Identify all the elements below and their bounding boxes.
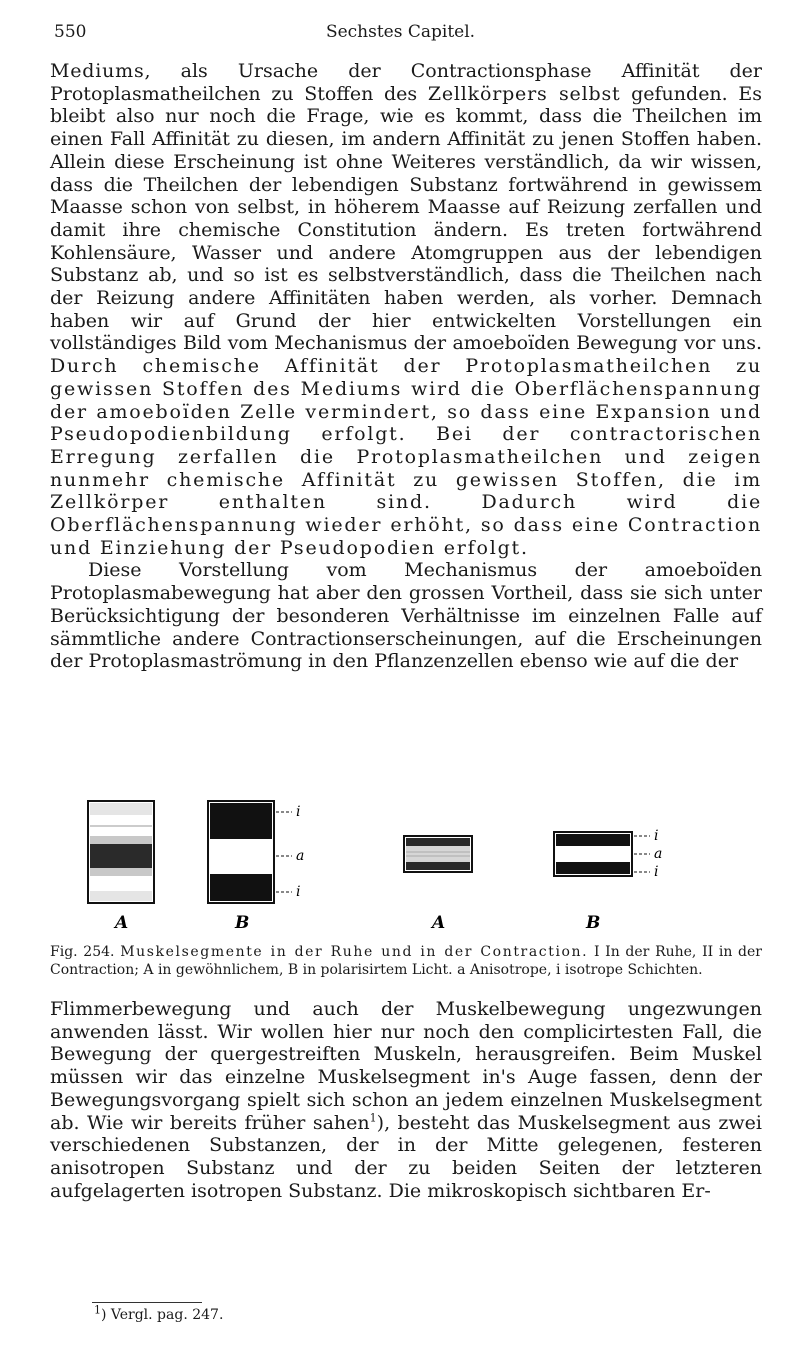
label-contraction-i-bottom: i xyxy=(654,864,659,880)
spaced-term-zellkoerper: Zellkörpers selbst xyxy=(427,82,621,105)
footnote-rule xyxy=(92,1302,202,1303)
caption-legend: I In der Ruhe, II in der Contraction; A in gewöhnlichem, B in polarisirtem Licht. a Anisotrope, i isotrope Schichten. xyxy=(50,944,762,978)
muscle-segment-figure xyxy=(60,796,760,936)
footnote xyxy=(94,1303,224,1323)
caption-fig-number: Fig. 254. xyxy=(50,944,115,960)
panel-label-3: A xyxy=(432,913,446,933)
spaced-summary: Durch chemische Affinität der Protoplasmatheilchen zu gewissen Stoffen des Mediums wird die Oberflächenspannung der amoeboïden Zelle vermindert, so dass eine Expansion und Pseudopodienbildung erfolgt. Bei der contractorischen Erregung zerfallen die Protoplasmatheilchen und zeigen nunmehr chemische Affinität zu gewissen Stoffen, die im Zellkörper enthalten sind. Dadurch wird die Oberflächenspannung wieder erhöht, so dass eine Contraction und Einziehung der Pseudopodien erfolgt. xyxy=(50,355,762,559)
label-rest-a: a xyxy=(296,848,305,864)
panel-label-2: B xyxy=(235,913,250,933)
paragraph-3: Flimmerbewegung und auch der Muskelbewegung ungezwungen anwenden lässt. Wir wollen hier nur noch den complicirtesten Fall, die Bewegung der quergestreiften Muskeln, herausgreifen. Beim Muskel müssen wir das einzelne Muskelsegment in's Auge fassen, denn der Bewegungsvorgang spielt sich schon an jedem einzelnen Muskelsegment ab. Wie wir bereits früher sahen$^1$), besteht das Muskelsegment aus zwei verschiedenen Substanzen, der in der Mitte gelegenen, festeren anisotropen Substanz und der zu beiden Seiten der letzteren aufgelagerten isotropen Substanz. Die mikroskopisch sichtbaren Er- xyxy=(50,998,763,1202)
page-number: 550 xyxy=(54,22,87,42)
footnote-ref: 1 xyxy=(369,1111,377,1125)
panel-label-1: A xyxy=(115,913,129,933)
running-title: Sechstes Capitel. xyxy=(325,22,476,42)
panel-label-4: B xyxy=(586,913,601,933)
panel-contraction-polarized-light xyxy=(554,832,650,876)
label-contraction-i-top: i xyxy=(654,828,659,844)
panel-rest-polarized-light xyxy=(208,801,292,903)
spaced-term-mediums: Mediums xyxy=(50,60,145,82)
footnote-mark: 1 xyxy=(94,1303,101,1317)
label-rest-i-top: i xyxy=(296,804,301,820)
panel-contraction-ordinary-light xyxy=(404,836,472,872)
main-text xyxy=(50,60,762,673)
page-header xyxy=(42,22,759,48)
label-rest-i-bottom: i xyxy=(296,884,301,900)
panel-rest-ordinary-light xyxy=(88,801,154,903)
figure-254 xyxy=(60,796,760,936)
label-contraction-a: a xyxy=(654,846,663,862)
footnote-text: ) Vergl. pag. 247. xyxy=(101,1307,224,1323)
paragraph-1: Mediums, als Ursache der Contractionsphase Affinität der Protoplasmatheilchen zu Stoffen des Zellkörpers selbst gefunden. Es bleibt also nur noch die Frage, wie es kommt, dass die Theilchen im einen Fall Affinität zu diesen, im andern Affinität zu jenen Stoffen haben. Allein diese Erscheinung ist ohne Weiteres verständlich, da wir wissen, dass die Theilchen der lebendigen Substanz fortwährend in gewissem Maasse schon von selbst, in höherem Maasse auf Reizung zerfallen und damit ihre chemische Constitution ändern. Es treten fortwährend Kohlensäure, Wasser und andere Atomgruppen aus der lebendigen Substanz ab, und so ist es selbstverständlich, dass die Theilchen nach der Reizung andere Affinitäten haben werden, als vorher. Demnach haben wir auf Grund der hier entwickelten Vorstellungen ein vollständiges Bild vom Mechanismus der amoeboïden Bewegung vor uns. Durch chemische Affinität der Protoplasmatheilchen zu gewissen Stoffen des Mediums wird die Oberflächenspannung der amoeboïden Zelle vermindert, so dass eine Expansion und Pseudopodienbildung erfolgt. Bei der contractorischen Erregung zerfallen die Protoplasmatheilchen und zeigen nunmehr chemische Affinität zu gewissen Stoffen, die im Zellkörper enthalten sind. Dadurch wird die Oberflächenspannung wieder erhöht, so dass eine Contraction und Einziehung der Pseudopodien erfolgt. xyxy=(50,60,763,559)
main-text-continued xyxy=(50,998,762,1202)
figure-caption xyxy=(50,943,762,979)
caption-title: Muskelsegmente in der Ruhe und in der Contraction. xyxy=(120,944,589,960)
paragraph-2: Diese Vorstellung vom Mechanismus der amoeboïden Protoplasmabewegung hat aber den grossen Vortheil, dass sie sich unter Berücksichtigung der besonderen Verhältnisse im einzelnen Falle auf sämmtliche andere Contractionserscheinungen, auf die Erscheinungen der Protoplasmaströmung in den Pflanzenzellen ebenso wie auf die der xyxy=(50,559,762,673)
